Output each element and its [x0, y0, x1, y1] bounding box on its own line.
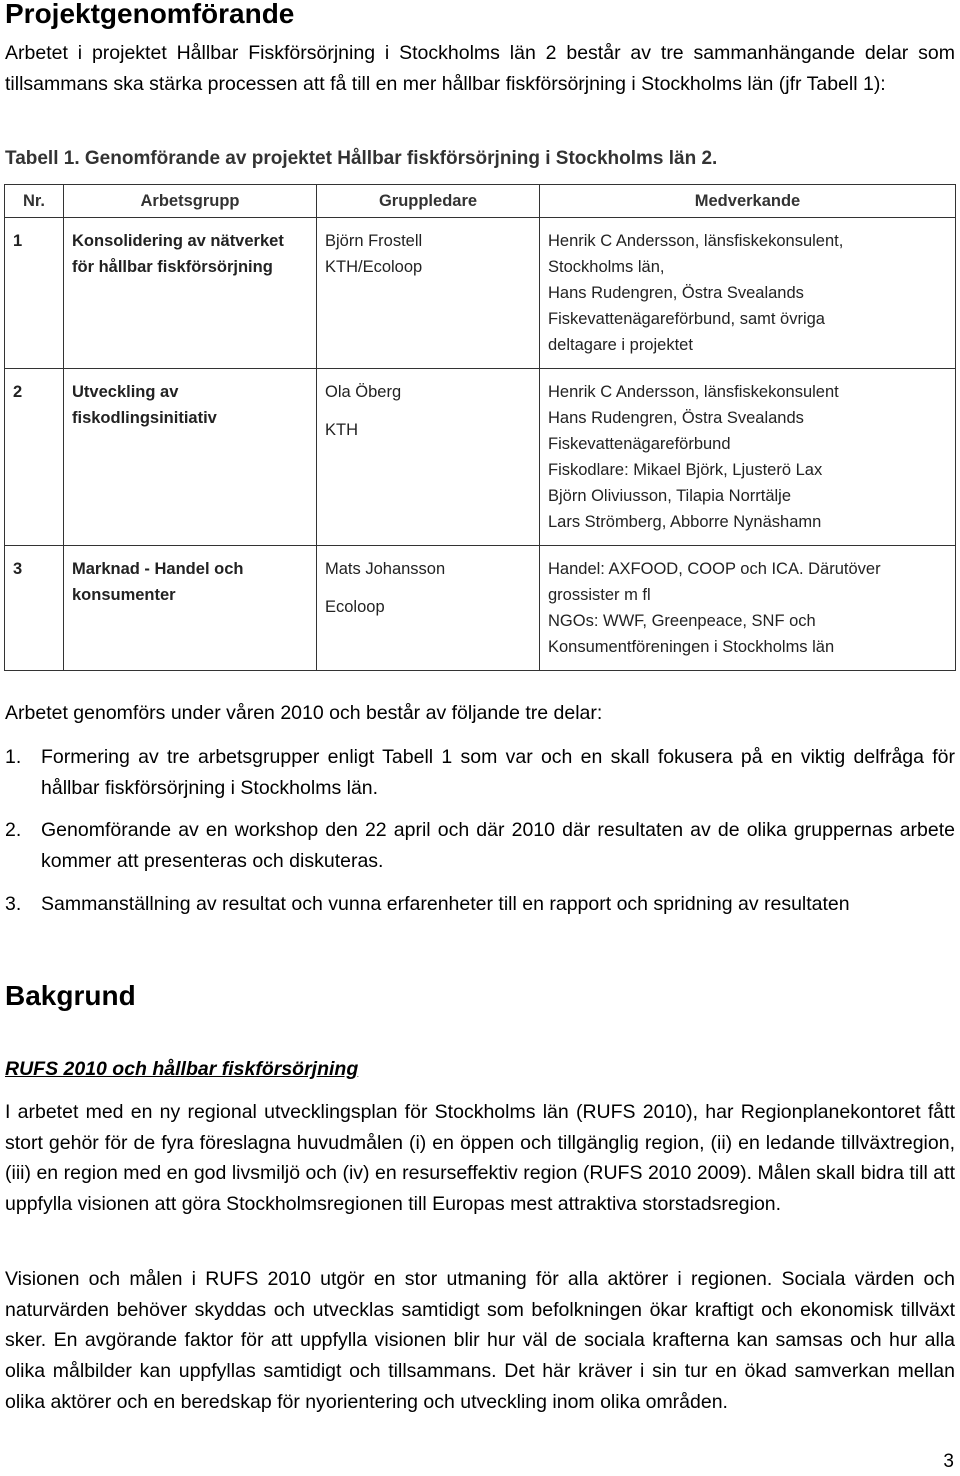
- participant-line: Handel: AXFOOD, COOP och ICA. Därutöver: [548, 560, 881, 578]
- participant-line: Fiskevattenägareförbund: [548, 435, 731, 453]
- participant-line: grossister m fl: [548, 586, 651, 604]
- row-medverkande: [540, 369, 956, 546]
- row-nr: 3: [5, 546, 64, 671]
- section-heading-projektgenomforande: Projektgenomförande: [5, 0, 295, 29]
- leader-org: KTH: [325, 421, 358, 439]
- row-nr: 2: [5, 369, 64, 546]
- list-item-number: 3.: [5, 892, 22, 915]
- list-item-number: 2.: [5, 819, 22, 842]
- work-list: [5, 742, 955, 920]
- participant-line: Fiskodlare: Mikael Björk, Ljusterö Lax: [548, 461, 823, 479]
- header-nr: Nr.: [5, 185, 64, 218]
- participant-line: Björn Oliviusson, Tilapia Norrtälje: [548, 487, 792, 505]
- participant-line: Henrik C Andersson, länsfiskekonsulent: [548, 383, 839, 401]
- leader-org: Ecoloop: [325, 598, 385, 616]
- participant-line: Lars Strömberg, Abborre Nynäshamn: [548, 513, 822, 531]
- row-gruppledare: [317, 546, 540, 671]
- list-item-text: Sammanställning av resultat och vunna erfarenheter till en rapport och spridning av resultaten: [41, 892, 850, 915]
- leader-name: Björn Frostell: [325, 232, 423, 250]
- table-header-row: [5, 185, 956, 218]
- row-medverkande: [540, 218, 956, 369]
- background-paragraph-2: Visionen och målen i RUFS 2010 utgör en stor utmaning för alla aktörer i regionen. Sociala värden och naturvärden behöver skyddas och utvecklas samtidigt som befolkningen ökar kraftigt och ekonomisk tillväxt sker. En avgörande faktor för att uppfylla visionen blir hur väl de sociala krafterna kan samsas och hur alla olika målbilder kan uppfyllas samtidigt och tillsammans. Det här kräver i sin tur en ökad samverkan mellan olika aktörer och en beredskap för nyorientering och utveckling inom olika områden.: [5, 1268, 955, 1413]
- participant-line: Konsumentföreningen i Stockholms län: [548, 638, 835, 656]
- table-row: [5, 218, 956, 369]
- background-paragraph-1: I arbetet med en ny regional utvecklingsplan för Stockholms län (RUFS 2010), har Regionplanekontoret fått stort gehör för de fyra föreslagna huvudmålen (i) en öppen och tillgänglig region, (ii) en ledande tillväxtregion, (iii) en region med en god livsmiljö och (iv) en resurseffektiv region (RUFS 2010 2009). Målen skall bidra till att uppfylla visionen att göra Stockholmsregionen till Europas mest attraktiva storstadsregion.: [5, 1101, 955, 1216]
- participant-line: Fiskevattenägareförbund, samt övriga: [548, 310, 825, 328]
- participant-line: Hans Rudengren, Östra Svealands: [548, 409, 804, 427]
- list-item-number: 1.: [5, 746, 22, 768]
- leader-name: Ola Öberg: [325, 383, 402, 401]
- list-item: [5, 815, 955, 876]
- row-arbetsgrupp: Konsolidering av nätverket för hållbar fiskförsörjning: [64, 218, 317, 369]
- table-row: [5, 369, 956, 546]
- header-medverkande: Medverkande: [540, 185, 956, 218]
- list-item: [5, 889, 955, 920]
- leader-org: KTH/Ecoloop: [325, 258, 423, 276]
- header-arbetsgrupp: Arbetsgrupp: [64, 185, 317, 218]
- subheading-rufs: RUFS 2010 och hållbar fiskförsörjning: [5, 1058, 359, 1080]
- list-item-text: Genomförande av en workshop den 22 april och där 2010 där resultaten av de olika gruppernas arbete kommer att presenteras och diskuteras.: [41, 819, 955, 873]
- list-item: [5, 742, 955, 803]
- intro-paragraph: Arbetet i projektet Hållbar Fiskförsörjning i Stockholms län 2 består av tre sammanhängande delar som tillsammans ska stärka processen att få till en mer hållbar fiskförsörjning i Stockholms län (jfr Tabell 1):: [5, 42, 955, 95]
- leader-name: Mats Johansson: [325, 560, 446, 578]
- participant-line: deltagare i projektet: [548, 336, 693, 354]
- header-gruppledare: Gruppledare: [317, 185, 540, 218]
- table-row: [5, 546, 956, 671]
- participant-line: Stockholms län,: [548, 258, 665, 276]
- participant-line: Henrik C Andersson, länsfiskekonsulent,: [548, 232, 844, 250]
- row-arbetsgrupp: Marknad - Handel och konsumenter: [64, 546, 317, 671]
- table-caption: Tabell 1. Genomförande av projektet Hållbar fiskförsörjning i Stockholms län 2.: [5, 148, 718, 169]
- row-gruppledare: [317, 369, 540, 546]
- row-nr: 1: [5, 218, 64, 369]
- participant-line: NGOs: WWF, Greenpeace, SNF och: [548, 612, 816, 630]
- participant-line: Hans Rudengren, Östra Svealands: [548, 284, 804, 302]
- row-medverkande: [540, 546, 956, 671]
- page-number: 3: [943, 1451, 954, 1472]
- row-gruppledare: [317, 218, 540, 369]
- row-arbetsgrupp: Utveckling av fiskodlingsinitiativ: [64, 369, 317, 546]
- project-table: [4, 184, 956, 671]
- work-intro-paragraph: Arbetet genomförs under våren 2010 och består av följande tre delar:: [5, 702, 603, 724]
- list-item-text: Formering av tre arbetsgrupper enligt Tabell 1 som var och en skall fokusera på en viktig delfråga för hållbar fiskförsörjning i Stockholms län.: [41, 746, 955, 799]
- section-heading-bakgrund: Bakgrund: [5, 980, 136, 1011]
